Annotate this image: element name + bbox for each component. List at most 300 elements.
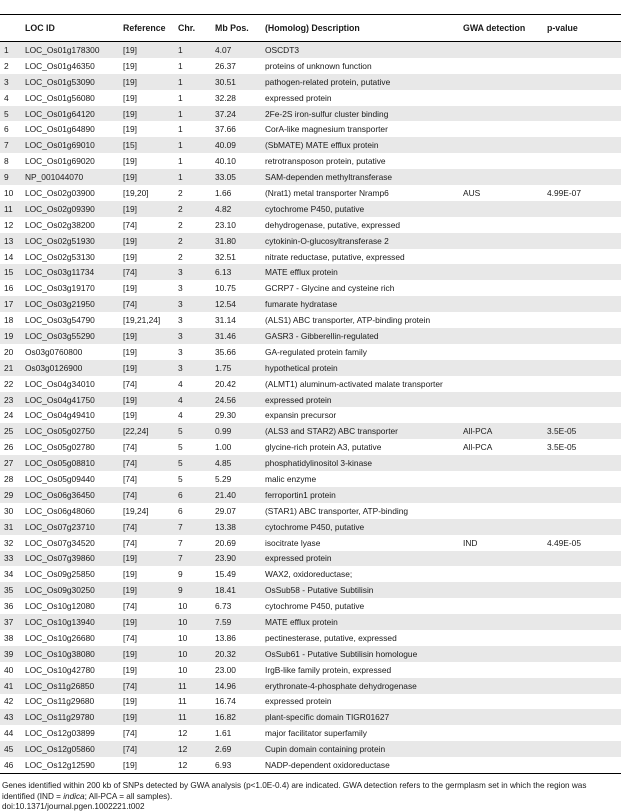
cell-p-value [543,90,621,106]
cell-chr: 4 [178,410,183,421]
cell-p-value [543,709,621,725]
cell-reference: [19] [119,709,174,725]
cell-reference: [19] [119,392,174,408]
cell-mb-pos: 23.10 [215,219,236,230]
cell-reference: [19,20] [123,187,149,198]
cell-reference: [74] [119,741,174,757]
cell-reference: [74] [123,473,137,484]
table-row [0,296,621,312]
cell-description: SAM-dependen methyltransferase [261,169,459,185]
cell-reference: [19] [119,106,174,122]
cell-p-value [543,566,621,582]
cell-gwa-detection [459,662,543,678]
cell-description: expressed protein [265,92,332,103]
cell-p-value [543,312,621,328]
cell-description: OsSub61 - Putative Subtilisin homologue [261,646,459,662]
cell-description: (ALMT1) aluminum-activated malate transporter [265,378,443,389]
cell-p-value [543,42,621,58]
cell-loc-id: LOC_Os02g09390 [21,201,119,217]
cell-gwa-detection [459,471,543,487]
cell-mb-pos: 32.28 [215,92,236,103]
table-row [0,566,621,582]
cell-mb-pos: 40.10 [215,156,236,167]
cell-index: 42 [4,696,14,707]
cell-mb-pos: 6.13 [211,264,261,280]
cell-p-value [543,630,621,646]
cell-p-value [543,376,621,392]
cell-gwa-detection [459,487,543,503]
cell-loc-id: LOC_Os02g51930 [21,233,119,249]
header-loc-id: LOC ID [21,15,119,42]
cell-index: 31 [0,519,21,535]
cell-mb-pos: 6.93 [211,757,261,773]
cell-gwa-detection [459,344,543,360]
cell-mb-pos: 1.00 [215,442,232,453]
cell-index: 20 [4,346,14,357]
cell-chr: 1 [174,106,211,122]
cell-chr: 9 [178,569,183,580]
cell-reference: [74] [123,632,137,643]
cell-description: OsSub58 - Putative Subtilisin [261,582,459,598]
cell-p-value [543,646,621,662]
header-p-value: p-value [543,15,621,42]
cell-p-value [543,328,621,344]
cell-index: 24 [4,410,14,421]
cell-gwa-detection [459,249,543,265]
cell-mb-pos: 37.24 [211,106,261,122]
cell-loc-id: LOC_Os04g41750 [21,392,119,408]
cell-index: 8 [4,156,9,167]
cell-p-value: 3.5E-05 [547,442,577,453]
cell-loc-id: LOC_Os12g12590 [21,757,119,773]
cell-mb-pos: 1.75 [211,360,261,376]
cell-reference: [19] [123,696,137,707]
cell-reference: [74] [123,378,137,389]
table-row [0,757,621,773]
cell-index: 16 [4,283,14,294]
cell-gwa-detection [459,312,543,328]
cell-description: (STAR1) ABC transporter, ATP-binding [265,505,409,516]
cell-reference: [74] [123,537,137,548]
cell-description: cytochrome P450, putative [261,201,459,217]
cell-description: expressed protein [261,392,459,408]
cell-index: 40 [4,664,14,675]
cell-index: 30 [4,505,14,516]
header-gwa-detection: GWA detection [459,15,543,42]
cell-chr: 5 [178,442,183,453]
cell-index: 22 [4,378,14,389]
cell-gwa-detection [459,137,543,153]
cell-chr: 2 [174,233,211,249]
cell-chr: 3 [178,346,183,357]
cell-index: 32 [4,537,14,548]
cell-gwa-detection [459,741,543,757]
cell-gwa-detection: IND [463,537,478,548]
cell-loc-id: LOC_Os07g39860 [21,551,119,567]
cell-loc-id: LOC_Os11g29680 [25,696,95,707]
cell-gwa-detection [459,757,543,773]
cell-mb-pos: 2.69 [211,741,261,757]
table-row [0,709,621,725]
cell-chr: 7 [174,551,211,567]
table-row [0,487,621,503]
cell-mb-pos: 1.61 [215,728,232,739]
cell-mb-pos: 6.73 [215,601,232,612]
cell-gwa-detection [459,725,543,741]
cell-chr: 12 [174,757,211,773]
cell-mb-pos: 29.30 [215,410,236,421]
cell-gwa-detection [459,709,543,725]
cell-description: expansin precursor [265,410,337,421]
cell-loc-id: LOC_Os01g53090 [21,74,119,90]
cell-p-value: 3.5E-05 [543,423,621,439]
cell-chr: 10 [178,632,188,643]
cell-index: 14 [4,251,14,262]
cell-loc-id: LOC_Os03g55290 [21,328,119,344]
cell-loc-id: LOC_Os01g69020 [25,156,95,167]
cell-gwa-detection [459,328,543,344]
cell-gwa-detection [459,407,543,423]
cell-loc-id: LOC_Os02g38200 [25,219,95,230]
table-row [0,217,621,233]
doi-text: doi:10.1371/journal.pgen.1002221.t002 [2,801,145,811]
cell-index: 28 [4,473,14,484]
cell-chr: 10 [178,601,188,612]
cell-description: OSCDT3 [261,42,459,58]
cell-p-value [543,360,621,376]
cell-p-value: 4.49E-05 [547,537,581,548]
cell-reference: [19] [123,156,137,167]
cell-index: 41 [0,678,21,694]
cell-description: cytokinin-O-glucosyltransferase 2 [261,233,459,249]
table-header [0,15,621,42]
cell-description: GCRP7 - Glycine and cysteine rich [265,283,395,294]
cell-p-value [543,551,621,567]
cell-mb-pos: 7.59 [211,614,261,630]
cell-gwa-detection [459,551,543,567]
cell-mb-pos: 12.54 [211,296,261,312]
cell-p-value [543,598,621,614]
cell-description: 2Fe-2S iron-sulfur cluster binding [261,106,459,122]
table-row [0,153,621,169]
cell-index: 44 [4,728,14,739]
cell-description: WAX2, oxidoreductase; [265,569,353,580]
cell-gwa-detection [459,264,543,280]
cell-loc-id: LOC_Os05g09440 [25,473,95,484]
cell-reference: [19] [123,569,137,580]
cell-reference: [19] [123,410,137,421]
table-row [0,392,621,408]
cell-p-value [543,662,621,678]
cell-index: 21 [0,360,21,376]
cell-description: isocitrate lyase [265,537,321,548]
cell-p-value [543,582,621,598]
cell-description: nitrate reductase, putative, expressed [265,251,405,262]
cell-gwa-detection [459,582,543,598]
cell-p-value [543,201,621,217]
cell-p-value [543,678,621,694]
cell-chr: 7 [174,519,211,535]
cell-chr: 3 [174,328,211,344]
cell-index: 7 [0,137,21,153]
cell-loc-id: LOC_Os03g11734 [21,264,119,280]
cell-gwa-detection [459,233,543,249]
cell-mb-pos: 4.07 [211,42,261,58]
cell-p-value [543,153,621,169]
header-description: (Homolog) Description [261,15,459,42]
cell-index: 38 [4,632,14,643]
cell-reference: [74] [119,678,174,694]
cell-chr: 1 [178,156,183,167]
cell-reference: [22,24] [119,423,174,439]
cell-mb-pos: 33.05 [211,169,261,185]
cell-reference: [19] [123,283,137,294]
cell-chr: 2 [174,201,211,217]
cell-description: GA-regulated protein family [265,346,367,357]
cell-p-value [543,694,621,710]
cell-index: 34 [4,569,14,580]
cell-reference: [19] [119,201,174,217]
cell-chr: 6 [178,505,183,516]
cell-index: 4 [4,92,9,103]
cell-index: 29 [0,487,21,503]
table-row [0,42,621,58]
cell-gwa-detection [459,74,543,90]
cell-reference: [19] [119,328,174,344]
header-index [0,15,21,42]
cell-loc-id: LOC_Os01g64890 [25,124,95,135]
cell-reference: [19] [119,74,174,90]
cell-reference: [19] [119,551,174,567]
cell-gwa-detection [459,678,543,694]
cell-loc-id: LOC_Os02g53130 [25,251,95,262]
cell-loc-id: LOC_Os01g46350 [25,60,95,71]
table-top-rule [0,0,621,15]
table-row [0,551,621,567]
cell-index: 43 [0,709,21,725]
cell-index: 5 [0,106,21,122]
cell-chr: 1 [174,74,211,90]
cell-chr: 5 [174,455,211,471]
table-row [0,280,621,296]
cell-p-value [543,217,621,233]
cell-mb-pos: 21.40 [211,487,261,503]
table-row [0,344,621,360]
cell-chr: 5 [174,423,211,439]
cell-loc-id: LOC_Os10g42780 [25,664,95,675]
cell-reference: [19,21,24] [123,315,161,326]
cell-chr: 9 [174,582,211,598]
table-row [0,741,621,757]
cell-index: 25 [0,423,21,439]
cell-gwa-detection [459,630,543,646]
cell-mb-pos: 20.32 [211,646,261,662]
cell-loc-id: LOC_Os11g29780 [21,709,119,725]
cell-reference: [19] [119,582,174,598]
table-row [0,725,621,741]
cell-chr: 6 [174,487,211,503]
cell-mb-pos: 29.07 [215,505,236,516]
cell-loc-id: NP_001044070 [21,169,119,185]
cell-loc-id: LOC_Os05g08810 [21,455,119,471]
header-chr: Chr. [174,15,211,42]
table-row [0,121,621,137]
table-row [0,423,621,439]
cell-reference: [19] [123,124,137,135]
cell-p-value [543,264,621,280]
cell-p-value [543,392,621,408]
cell-reference: [74] [123,442,137,453]
cell-loc-id: LOC_Os12g05860 [21,741,119,757]
table-row [0,233,621,249]
table-row [0,694,621,710]
cell-reference: [19,24] [123,505,149,516]
cell-loc-id: LOC_Os10g38080 [21,646,119,662]
cell-mb-pos: 0.99 [211,423,261,439]
cell-p-value [543,74,621,90]
cell-chr: 1 [178,124,183,135]
cell-reference: [19] [119,233,174,249]
cell-description: MATE efflux protein [261,614,459,630]
cell-description: fumarate hydratase [261,296,459,312]
cell-loc-id: LOC_Os01g178300 [21,42,119,58]
cell-loc-id: LOC_Os03g54790 [25,315,95,326]
cell-p-value [543,137,621,153]
table-row [0,90,621,106]
table-row [0,360,621,376]
cell-loc-id: LOC_Os01g64120 [21,106,119,122]
cell-index: 17 [0,296,21,312]
cell-mb-pos: 23.00 [215,664,236,675]
table-row [0,503,621,519]
cell-mb-pos: 37.66 [215,124,236,135]
cell-description: CorA-like magnesium transporter [265,124,388,135]
cell-mb-pos: 16.82 [211,709,261,725]
cell-reference: [19] [119,169,174,185]
cell-index: 46 [0,757,21,773]
table-row [0,646,621,662]
cell-gwa-detection [459,201,543,217]
cell-chr: 2 [178,251,183,262]
cell-gwa-detection [459,217,543,233]
cell-gwa-detection: All-PCA [463,442,493,453]
cell-mb-pos: 20.42 [215,378,236,389]
cell-loc-id: LOC_Os07g34520 [25,537,95,548]
cell-loc-id: LOC_Os04g49410 [25,410,95,421]
cell-reference: [74] [119,296,174,312]
cell-chr: 12 [174,741,211,757]
cell-loc-id: LOC_Os05g02750 [21,423,119,439]
cell-loc-id: LOC_Os11g26850 [21,678,119,694]
cell-mb-pos: 31.46 [211,328,261,344]
cell-loc-id: LOC_Os04g34010 [25,378,95,389]
cell-reference: [74] [123,601,137,612]
cell-loc-id: LOC_Os01g69010 [21,137,119,153]
cell-p-value [543,296,621,312]
cell-index: 36 [4,601,14,612]
cell-chr: 1 [174,42,211,58]
cell-description: erythronate-4-phosphate dehydrogenase [261,678,459,694]
cell-p-value [543,233,621,249]
table-row [0,376,621,392]
cell-mb-pos: 32.51 [215,251,236,262]
cell-reference: [19] [123,60,137,71]
cell-description: retrotransposon protein, putative [265,156,386,167]
cell-description: MATE efflux protein [261,264,459,280]
cell-index: 18 [4,315,14,326]
cell-chr: 1 [174,137,211,153]
cell-reference: [74] [119,455,174,471]
table-row [0,519,621,535]
cell-loc-id: LOC_Os06g48060 [25,505,95,516]
table-row [0,249,621,265]
cell-description: expressed protein [265,696,332,707]
cell-chr: 1 [174,169,211,185]
cell-description: (SbMATE) MATE efflux protein [261,137,459,153]
cell-loc-id: LOC_Os05g02780 [25,442,95,453]
cell-p-value [543,58,621,74]
table-row [0,328,621,344]
cell-chr: 11 [178,696,187,707]
cell-description: pathogen-related protein, putative [261,74,459,90]
cell-chr: 4 [174,392,211,408]
cell-description: IrgB-like family protein, expressed [265,664,392,675]
footnote-line1: Genes identified within 200 kb of SNPs detected by GWA analysis (p<1.0E-0.4) are indicated. GWA detection refers to the germplasm set in which the region was [2,780,587,790]
cell-loc-id: LOC_Os10g26680 [25,632,95,643]
cell-mb-pos: 35.66 [215,346,236,357]
cell-description: cytochrome P450, putative [261,519,459,535]
cell-gwa-detection [459,360,543,376]
cell-loc-id: LOC_Os10g13940 [21,614,119,630]
cell-chr: 11 [174,709,211,725]
cell-description: pectinesterase, putative, expressed [265,632,397,643]
cell-p-value [543,121,621,137]
cell-loc-id: LOC_Os10g12080 [25,601,95,612]
cell-index: 15 [0,264,21,280]
cell-index: 39 [0,646,21,662]
cell-chr: 3 [174,360,211,376]
cell-index: 12 [4,219,14,230]
cell-p-value [543,503,621,519]
cell-description: expressed protein [261,551,459,567]
cell-reference: [19] [123,346,137,357]
cell-gwa-detection [459,90,543,106]
cell-reference: [19] [119,42,174,58]
cell-p-value [543,471,621,487]
gene-table [0,15,621,774]
cell-reference: [19] [119,757,174,773]
table-row [0,614,621,630]
cell-chr: 3 [174,264,211,280]
cell-chr: 3 [174,296,211,312]
cell-mb-pos: 20.69 [215,537,236,548]
cell-reference: [19] [123,251,137,262]
cell-p-value [543,614,621,630]
cell-p-value [543,519,621,535]
cell-gwa-detection [459,614,543,630]
cell-reference: [74] [119,264,174,280]
table-footnote [0,774,621,802]
table-row [0,678,621,694]
cell-description: dehydrogenase, putative, expressed [265,219,401,230]
table-row [0,407,621,423]
table-row [0,312,621,328]
cell-chr: 10 [178,664,188,675]
cell-chr: 5 [178,473,183,484]
cell-p-value [543,725,621,741]
cell-description: cytochrome P450, putative [265,601,365,612]
cell-chr: 2 [178,187,183,198]
